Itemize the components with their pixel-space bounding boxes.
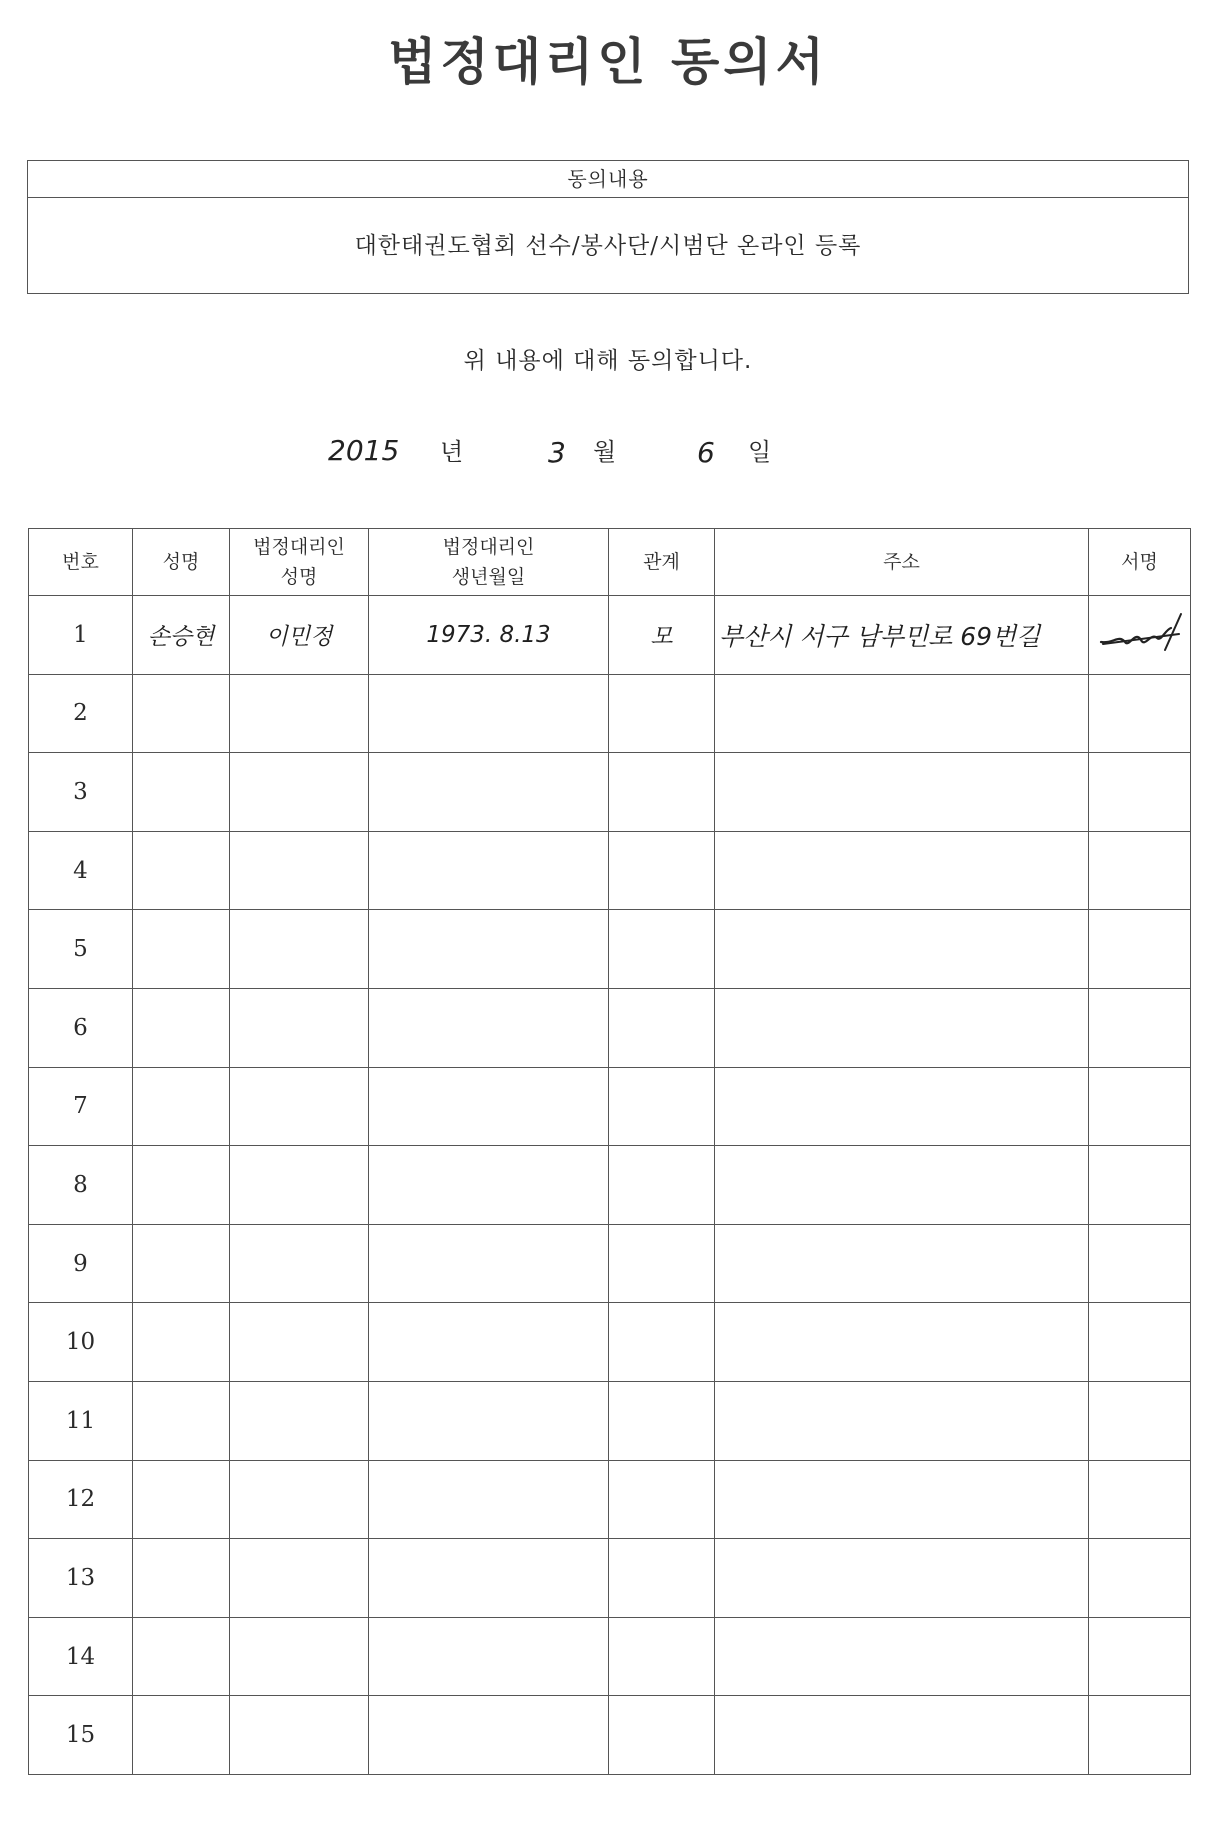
row-relation (609, 910, 715, 989)
row-name (133, 1460, 230, 1539)
consent-content-body: 대한태권도협회 선수/봉사단/시범단 온라인 등록 (354, 233, 862, 259)
table-row (29, 1303, 1191, 1382)
row-guardian-name (230, 1303, 369, 1382)
row-address (715, 1460, 1089, 1539)
row-number: 15 (29, 1696, 133, 1775)
row-name (133, 910, 230, 989)
date-year-value: 2015 (328, 434, 400, 467)
row-relation (609, 1067, 715, 1146)
table-header-row (29, 529, 1191, 596)
row-relation: 모 (609, 596, 715, 675)
row-relation (609, 988, 715, 1067)
header-guardian-name-line2: 성명 (280, 566, 318, 588)
row-guardian-name (230, 1067, 369, 1146)
row-signature (1089, 988, 1191, 1067)
row-address: 부산시 서구 남부민로 69번길 (715, 596, 1089, 675)
table-row (29, 910, 1191, 989)
row-name (133, 1696, 230, 1775)
row-relation (609, 1539, 715, 1618)
table-row (29, 1067, 1191, 1146)
row-signature (1089, 831, 1191, 910)
row-signature (1089, 1617, 1191, 1696)
row-number: 9 (29, 1224, 133, 1303)
row-signature (1089, 1146, 1191, 1225)
row-signature (1089, 596, 1191, 675)
row-guardian-name (230, 674, 369, 753)
handwritten-signature (1095, 608, 1185, 662)
row-name (133, 1617, 230, 1696)
row-number: 11 (29, 1381, 133, 1460)
row-number: 8 (29, 1146, 133, 1225)
row-guardian-birth (369, 753, 609, 832)
row-signature (1089, 1067, 1191, 1146)
table-row (29, 1696, 1191, 1775)
row-guardian-birth (369, 1067, 609, 1146)
row-number: 5 (29, 910, 133, 989)
row-number: 10 (29, 1303, 133, 1382)
row-address (715, 910, 1089, 989)
table-row (29, 1539, 1191, 1618)
row-guardian-birth (369, 1146, 609, 1225)
row-relation (609, 831, 715, 910)
row-name (133, 1303, 230, 1382)
header-guardian-birth (369, 529, 609, 596)
date-year-label: 년 (440, 438, 464, 466)
row-signature (1089, 1224, 1191, 1303)
row-guardian-birth (369, 1539, 609, 1618)
row-relation (609, 1617, 715, 1696)
table-row (29, 1224, 1191, 1303)
row-number: 4 (29, 831, 133, 910)
row-address (715, 1224, 1089, 1303)
row-name (133, 753, 230, 832)
row-relation (609, 1303, 715, 1382)
consent-content-box (27, 160, 1189, 294)
date-month-label: 월 (593, 438, 617, 466)
agreement-statement: 위 내용에 대해 동의합니다. (463, 348, 753, 374)
row-guardian-birth (369, 674, 609, 753)
header-guardian-name (230, 529, 369, 596)
row-signature (1089, 1696, 1191, 1775)
row-guardian-name (230, 1224, 369, 1303)
row-address (715, 1303, 1089, 1382)
row-relation (609, 674, 715, 753)
row-guardian-birth (369, 1460, 609, 1539)
row-address (715, 1381, 1089, 1460)
table-row (29, 753, 1191, 832)
row-relation (609, 1146, 715, 1225)
row-number: 2 (29, 674, 133, 753)
row-guardian-name: 이민정 (230, 596, 369, 675)
table-row (29, 1617, 1191, 1696)
row-signature (1089, 1303, 1191, 1382)
row-signature (1089, 1381, 1191, 1460)
row-number: 6 (29, 988, 133, 1067)
row-address (715, 1696, 1089, 1775)
row-guardian-name (230, 1539, 369, 1618)
header-guardian-name-line1: 법정대리인 (253, 536, 345, 558)
table-row (29, 988, 1191, 1067)
row-guardian-name (230, 1617, 369, 1696)
row-address (715, 988, 1089, 1067)
row-guardian-birth (369, 910, 609, 989)
row-guardian-name (230, 753, 369, 832)
row-name (133, 988, 230, 1067)
row-name: 손승현 (133, 596, 230, 675)
row-address (715, 753, 1089, 832)
row-address (715, 1539, 1089, 1618)
guardian-roster-table (28, 528, 1191, 1775)
row-address (715, 831, 1089, 910)
row-number: 3 (29, 753, 133, 832)
row-relation (609, 753, 715, 832)
row-address (715, 1067, 1089, 1146)
row-guardian-birth (369, 1224, 609, 1303)
row-relation (609, 1224, 715, 1303)
row-name (133, 1539, 230, 1618)
row-number: 1 (29, 596, 133, 675)
table-row (29, 674, 1191, 753)
table-row (29, 1381, 1191, 1460)
table-row (29, 831, 1191, 910)
row-signature (1089, 753, 1191, 832)
header-no: 번호 (29, 529, 133, 596)
row-signature (1089, 1539, 1191, 1618)
row-name (133, 1224, 230, 1303)
row-guardian-name (230, 1146, 369, 1225)
row-signature (1089, 674, 1191, 753)
header-relation: 관계 (609, 529, 715, 596)
row-name (133, 1146, 230, 1225)
row-address (715, 674, 1089, 753)
consent-content-header: 동의내용 (28, 161, 1188, 198)
header-guardian-birth-line2: 생년월일 (451, 566, 526, 588)
row-guardian-name (230, 1696, 369, 1775)
row-name (133, 831, 230, 910)
table-row (29, 596, 1191, 675)
row-number: 12 (29, 1460, 133, 1539)
row-relation (609, 1696, 715, 1775)
row-name (133, 674, 230, 753)
date-day-value: 6 (697, 436, 715, 469)
row-guardian-birth (369, 1381, 609, 1460)
row-guardian-birth (369, 988, 609, 1067)
header-signature: 서명 (1089, 529, 1191, 596)
date-day-label: 일 (748, 438, 772, 466)
document-title: 법정대리인 동의서 (388, 33, 828, 91)
row-name (133, 1067, 230, 1146)
row-guardian-name (230, 910, 369, 989)
row-guardian-name (230, 988, 369, 1067)
table-row (29, 1146, 1191, 1225)
row-signature (1089, 1460, 1191, 1539)
row-guardian-birth (369, 1617, 609, 1696)
row-number: 13 (29, 1539, 133, 1618)
row-guardian-birth: 1973. 8.13 (369, 596, 609, 675)
row-guardian-birth (369, 831, 609, 910)
row-name (133, 1381, 230, 1460)
row-guardian-birth (369, 1303, 609, 1382)
row-number: 7 (29, 1067, 133, 1146)
row-guardian-birth (369, 1696, 609, 1775)
header-guardian-birth-line1: 법정대리인 (442, 536, 535, 558)
header-name: 성명 (133, 529, 230, 596)
row-relation (609, 1460, 715, 1539)
date-month-value: 3 (548, 436, 566, 469)
row-guardian-name (230, 1381, 369, 1460)
row-address (715, 1146, 1089, 1225)
row-signature (1089, 910, 1191, 989)
row-number: 14 (29, 1617, 133, 1696)
row-guardian-name (230, 1460, 369, 1539)
header-address: 주소 (715, 529, 1089, 596)
row-guardian-name (230, 831, 369, 910)
row-relation (609, 1381, 715, 1460)
row-address (715, 1617, 1089, 1696)
table-row (29, 1460, 1191, 1539)
